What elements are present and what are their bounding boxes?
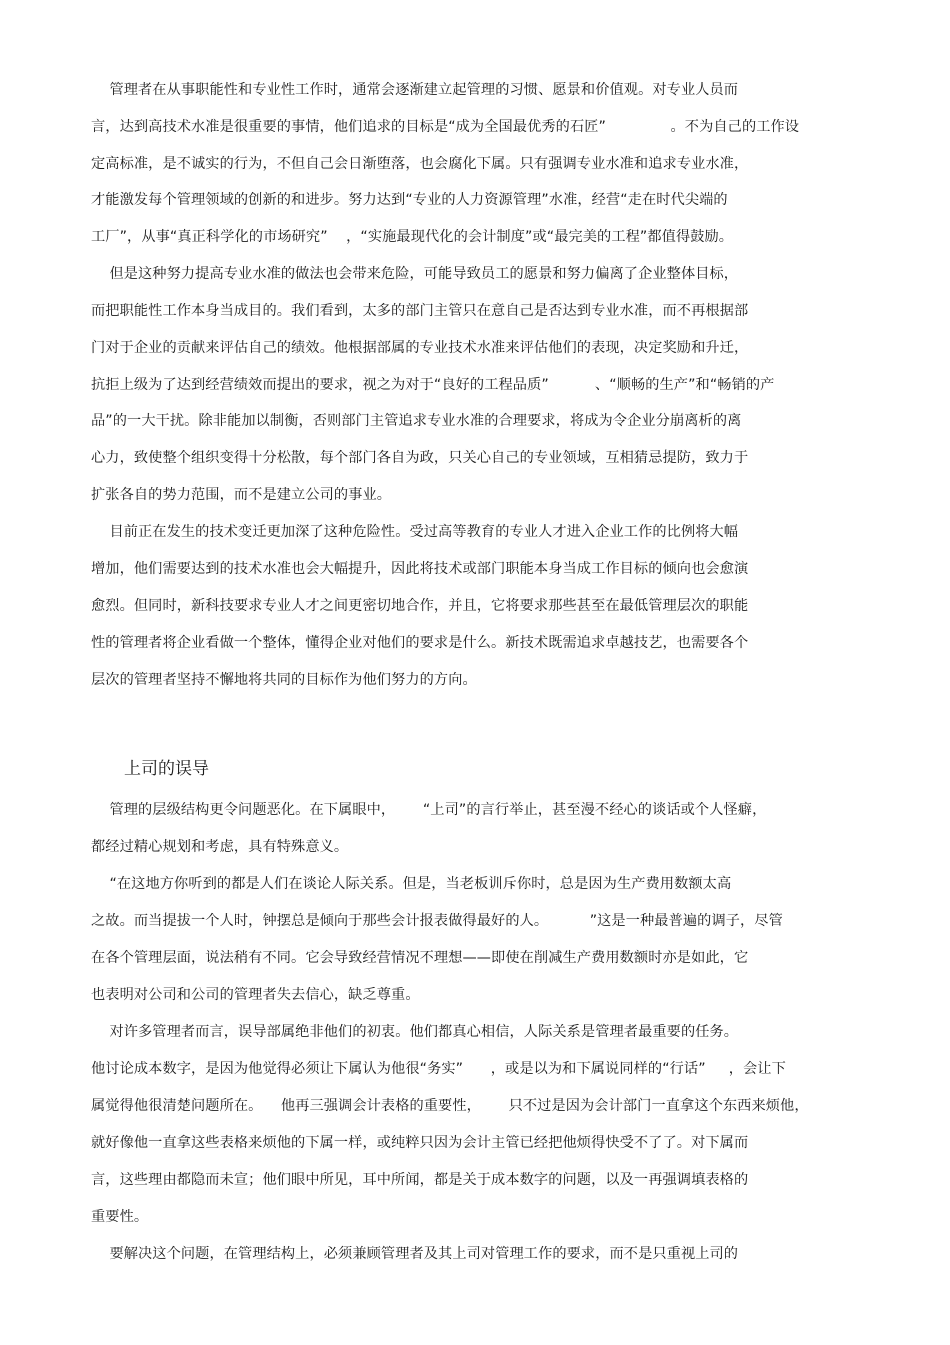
text-line: 管理的层级结构更令问题恶化。在下属眼中， “上司”的言行举止，甚至漫不经心的谈话或个人怪癖， [91, 802, 767, 818]
text-line: 都经过精心规划和考虑，具有特殊意义。 [91, 839, 349, 855]
text-line: 门对于企业的贡献来评估自己的绩效。他根据部属的专业技术水准来评估他们的表现，决定奖励和升迁， [91, 340, 749, 356]
text-line: 增加，他们需要达到的技术水准也会大幅提升，因此将技术或部门职能本身当成工作目标的倾向也会愈演 [91, 561, 749, 577]
text-line: 对许多管理者而言，误导部属绝非他们的初衷。他们都真心相信，人际关系是管理者最重要的任务。 [91, 1024, 739, 1040]
section-heading: 上司的误导 [124, 759, 209, 779]
text-line: 工厂”，从事“真正科学化的市场研究” ，“实施最现代化的会计制度”或“最完美的工程”都值得鼓励。 [91, 229, 734, 245]
text-line: 层次的管理者坚持不懈地将共同的目标作为他们努力的方向。 [91, 672, 477, 688]
text-line: 要解决这个问题，在管理结构上，必须兼顾管理者及其上司对管理工作的要求，而不是只重视上司的 [91, 1246, 739, 1262]
text-line: 心力，致使整个组织变得十分松散，每个部门各自为政，只关心自己的专业领域，互相猜忌提防，致力于 [91, 450, 749, 466]
text-line: 但是这种努力提高专业水准的做法也会带来危险，可能导致员工的愿景和努力偏离了企业整体目标， [91, 266, 739, 282]
text-line: 品”的一大干扰。除非能加以制衡，否则部门主管追求专业水准的合理要求，将成为令企业分崩离析的离 [91, 413, 742, 429]
text-line: 重要性。 [91, 1209, 149, 1225]
text-line: 而把职能性工作本身当成目的。我们看到，太多的部门主管只在意自己是否达到专业水准，而不再根据部 [91, 303, 749, 319]
text-line: 性的管理者将企业看做一个整体，懂得企业对他们的要求是什么。新技术既需追求卓越技艺，也需要各个 [91, 635, 749, 651]
text-line: 在各个管理层面，说法稍有不同。它会导致经营情况不理想——即使在削减生产费用数额时亦是如此，它 [91, 950, 749, 966]
text-line: 抗拒上级为了达到经营绩效而提出的要求，视之为对于“良好的工程品质” 、“顺畅的生产”和“畅销的产 [91, 377, 775, 393]
text-line: 也表明对公司和公司的管理者失去信心，缺乏尊重。 [91, 987, 420, 1003]
text-line: “在这地方你听到的都是人们在谈论人际关系。但是，当老板训斥你时，总是因为生产费用数额太高 [91, 876, 732, 892]
text-line: 管理者在从事职能性和专业性工作时，通常会逐渐建立起管理的习惯、愿景和价值观。对专业人员而 [91, 82, 739, 98]
text-line: 目前正在发生的技术变迁更加深了这种危险性。受过高等教育的专业人才进入企业工作的比例将大幅 [91, 524, 739, 540]
text-line: 扩张各自的势力范围，而不是建立公司的事业。 [91, 487, 392, 503]
text-line: 定高标准，是不诚实的行为，不但自己会日渐堕落，也会腐化下属。只有强调专业水准和追求专业水准， [91, 156, 749, 172]
text-line: 他讨论成本数字，是因为他觉得必须让下属认为他很“务实” ，或是以为和下属说同样的“行话” ，会让下 [91, 1061, 786, 1077]
text-line: 言，这些理由都隐而未宣；他们眼中所见，耳中所闻，都是关于成本数字的问题，以及一再强调填表格的 [91, 1172, 749, 1188]
text-line: 就好像他一直拿这些表格来烦他的下属一样，或纯粹只因为会计主管已经把他烦得快受不了了。对下属而 [91, 1135, 749, 1151]
text-line: 才能激发每个管理领域的创新的和进步。努力达到“专业的人力资源管理”水准，经营“走在时代尖端的 [91, 192, 728, 208]
text-line: 愈烈。但同时，新科技要求专业人才之间更密切地合作，并且，它将要求那些甚至在最低管理层次的职能 [91, 598, 749, 614]
text-line: 言，达到高技术水准是很重要的事情，他们追求的目标是“成为全国最优秀的石匠” 。不为自己的工作设 [91, 119, 800, 135]
text-line: 之故。而当提拔一个人时，钟摆总是倾向于那些会计报表做得最好的人。 ”这是一种最普遍的调子，尽管 [91, 913, 783, 929]
text-line: 属觉得他很清楚问题所在。 他再三强调会计表格的重要性， 只不过是因为会计部门一直拿这个东西来烦他， [91, 1098, 809, 1114]
